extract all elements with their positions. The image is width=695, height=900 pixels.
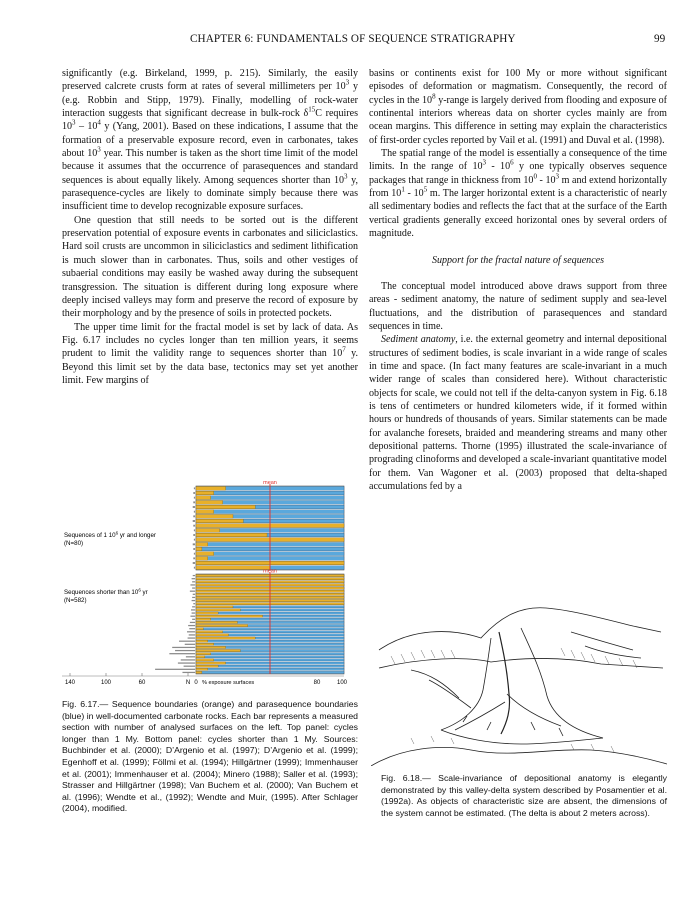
chapter-title: CHAPTER 6: FUNDAMENTALS OF SEQUENCE STRATIGRAPHY [190,33,516,45]
sequence-boundary-bar [196,547,202,551]
sequence-boundary-bar [196,665,218,667]
sequence-boundary-bar [196,606,233,608]
n-surfaces-bar [179,641,195,642]
n-surfaces-bar [192,581,195,582]
sequence-boundary-bar [196,515,233,519]
sequence-boundary-bar [196,646,226,648]
sequence-boundary-bar [196,501,223,505]
n-surfaces-bar [169,653,195,654]
sequence-boundary-bar [196,491,214,495]
valley-delta-illustration [371,608,667,766]
sequence-boundary-bar [196,529,220,533]
n-surfaces-bar [190,622,195,623]
n-surfaces-bar [188,625,195,626]
n-surfaces-bar [194,487,195,489]
section-subheading: Support for the fractal nature of sequences [431,255,605,267]
channel [507,694,561,726]
n-surfaces-bar [193,603,195,604]
n-surfaces-bar [184,666,195,667]
n-surfaces-bar [193,525,195,527]
n-surfaces-bar [194,511,195,513]
n-surfaces-bar [187,631,195,632]
paragraph: Sediment anatomy, i.e. the external geometry and internal depositional structures of sediment bodies, is scale invariant in a wide range of scales in time and space. (In fact many features are scale-invariant in a much wider range of scales than considered here). Without characteristic objects for scale, we could not tell if the delta-canyon system in Fig. 6.18 is tens of centimeters or hundred kilometers wide, if it formed within hours or hundreds of thousands of years. Similar statements can be made for avalanche foresets, braided and meandering streams and many other depositional patterns. Thorne (1995) illustrated the scale-invariance of prograding clinoforms and developed a scale-invariant quantitative model for them. Van Wagoner et al. (2003) proposed that delta-shaped accumulations fed by a [369,334,667,492]
mean-label-top: mean [263,480,277,486]
valley-wall [441,638,491,730]
n-surfaces-bar [193,543,195,545]
channel [429,680,471,708]
n-surfaces-bar [191,609,195,610]
n-surfaces-bar [192,587,195,588]
paragraph: basins or continents exist for 100 My or more without significant episodes of deformation or magmatism. Consequently, the record of cycles in the $10^8$ y-range is largely derived from flooding and exposure of continental interiors whereas data on shorter cycles mainly are from ocean margins. This difference in setting may explain the characteristics of first-order cycles reported by Vail et al. (1991) and Duval et al. (1998). [369,68,668,146]
figure-6-17-caption: Fig. 6.17.— Sequence boundaries (orange) and parasequence boundaries (blue) in well-documented carbonate rocks. Each bar represents a measured section with number of analysed surfaces on the left. Top panel: cycles longer than 1 My. Bottom panel: cycles shorter than 1 My. Sources: Buchbinder et al. (2000); D’Argenio et al. (1997); D’Argenio et al. (1999); Egenhoff et al. (1999); Föllmi et al. (1994); Hillgärtner (1999); Immenhauser et al. (2001); Immenhauser et al. (2004); Minero (1988); Saller et al. (1993); Strasser and Hillgärtner (1998); Van Buchem et al. (2000); Van Buchem et al. (1996); Wendte et al., (1992); Wendte and Muir, (1995). After Schlager (2004), modified. [62,699,358,814]
sequence-boundary-bar [196,631,223,633]
n-surfaces-bar [194,567,195,569]
page-number: 99 [654,33,666,45]
figure-6-18-caption: Fig. 6.18.— Scale-invariance of depositional anatomy is elegantly demonstrated by this valley-delta system described by Posamentier et al. (1992a). As objects of characteristic size are absent, the dimensions of the system cannot be estimated. (The delta is about 2 meters across). [381,773,667,818]
n-surfaces-bar [178,662,195,663]
n-surfaces-bar [193,506,195,508]
n-surfaces-bar [192,600,195,601]
sequence-boundary-bar [196,637,255,639]
figure-6-18-delta-drawing [371,598,667,766]
paragraph: The spatial range of the model is essentially a consequence of the time limits. In the range of $10^3 - 10^6$ y one typically observes sequence packages that range in thickness from $10^0 - 10^3$ m and extend horizontally from $10^1 - 10^5$ m. The larger horizontal extent is a characteristic of nearly all sedimentary bodies and reflects the fact that at the surface of the Earth vertical gradients generally exceed horizontal ones by several orders of magnitude. [369,148,668,240]
sequence-boundary-bar [196,612,218,614]
sequence-boundary-bar [196,650,240,652]
mean-label-bottom: mean [263,568,277,575]
terrace-edge [379,659,663,669]
paragraph: significantly (e.g. Birkeland, 1999, p. 215). Similarly, the easily preserved calcrete crusts form at rates of several millimeters per $10^3$ y (e.g. Robbin and Stipp, 1979). Finally, modelling of rock-water interaction suggests that significant decrease in bulk-rock $\delta^{15}C$ requires $10^3 - 10^4$ y (Yang, 2001). Based on these indications, I assume that the formation of a preservable exposure record, even in carbonates, takes about $10^3$ year. This number is taken as the short time limit of the model because it assumes that the occurrence of parasequences and standard sequences is about equally likely. Among sequences shorter than $10^3$ y, parasequence-cycles are likely to dominate simply because there was insufficient time to develop recognizable exposure surfaces. [62,68,359,213]
n-surfaces-bar [193,520,195,522]
sequence-boundary-bar [196,496,211,500]
n-surfaces-bar [175,650,195,651]
n-surfaces-bar [192,597,195,598]
top-panel-label: Sequences of 1 $10^6$ yr and longer [64,530,156,539]
right-axis-tick-label: 0 [194,680,198,686]
right-axis-tick-label: 80 [313,680,321,686]
sequence-boundary-bar [196,557,208,561]
n-surfaces-bar [155,669,195,670]
fan-lobe [441,730,603,744]
sequence-boundary-bar [196,615,263,617]
n-surfaces-bar [193,557,195,559]
n-surfaces-bar [193,562,195,564]
left-axis-tick-label: 60 [138,680,146,686]
paragraph: One question that still needs to be sorted out is the different preservation potential of exposure events in carbonates and siliciclastics. Hard soil crusts are uncommon in siliciclastics and sediment lithification is much slower than in carbonates. Thus, soils and other vestiges of subaerial conditions may easily be washed away during the subsequent transgression. The situation is different during long exposure where deeply incised valleys may form and preserve the record of exposure by their morphology and by the presence of soils in protected pockets. [62,214,358,320]
left-column [62,67,358,387]
n-surfaces-bar [193,548,195,550]
left-axis-tick-label: 100 [100,680,112,686]
n-surfaces-bar [181,659,195,660]
sequence-boundary-bar [196,625,248,627]
sequence-boundary-bar [196,628,203,630]
sequence-boundary-bar [196,656,205,658]
sequence-boundary-bar [196,519,243,523]
sequence-boundary-bar [196,621,237,623]
n-surfaces-bar [193,534,195,536]
n-surfaces-bar [182,672,195,673]
sequence-boundary-bar [196,653,211,655]
n-surfaces-bar [193,594,195,595]
right-axis-tick-label: 100 [336,680,348,686]
paragraph: The conceptual model introduced above draws support from three areas - sediment anatomy, the nature of sediment supply and sea-level fluctuations, and the distribution of parasequences and standard sequences in time. [369,280,667,332]
n-surfaces-bar [192,612,195,613]
paragraph: The upper time limit for the fractal model is set by lack of data. As Fig. 6.17 includes no cycles longer than ten million years, it seems prudent to limit the validity range to sequences shorter than $10^7$ y. Beyond this limit set by the data base, tectonics may set yet another limit. Few margins of [62,321,358,386]
bottom-panel-n: (N=582) [64,597,87,604]
sequence-boundary-bar [196,487,226,491]
sequence-boundary-bar [196,643,214,645]
n-surfaces-bar [186,656,195,657]
n-surfaces-bar [193,501,195,503]
n-surfaces-bar [172,647,195,648]
right-column [369,67,667,493]
n-surfaces-bar [192,606,195,607]
n-surfaces-bar [192,619,195,620]
sequence-boundary-bar [196,668,208,670]
n-surfaces-bar [194,497,195,499]
figure-6-17-chart [62,478,358,688]
running-header [0,33,695,49]
sequence-boundary-bar [196,671,202,673]
crevasse [463,716,563,736]
sequence-boundary-bar [196,566,270,570]
n-surfaces-bar [188,637,195,638]
sequence-boundary-bar [196,543,208,547]
n-surfaces-bar [194,539,195,541]
n-surfaces-bar [189,628,195,629]
sequence-boundary-bar [196,618,211,620]
sequence-boundary-bar [196,662,226,664]
sequence-boundary-bar [196,634,229,636]
delta-outline [379,608,661,650]
n-surfaces-bar [185,644,195,645]
sequence-boundary-bar [196,552,214,556]
n-surfaces-bar [192,578,195,579]
left-axis-tick-label: N [185,680,191,686]
n-surfaces-bar [194,529,195,531]
n-surfaces-bar [193,515,195,517]
left-axis-tick-label: 140 [64,680,76,686]
channel [499,632,510,734]
foreground-shore [371,747,667,766]
n-surfaces-bar [193,492,195,494]
scarp [571,632,641,658]
sequence-boundary-bar [196,510,214,514]
n-surfaces-bar [190,584,195,585]
x-axis-label: % exposure surfaces [202,680,255,686]
n-surfaces-bar [190,616,195,617]
n-surfaces-bar [189,634,195,635]
bottom-panel-label: Sequences shorter than $10^6$ yr [64,587,148,596]
n-surfaces-bar [193,575,195,576]
sequence-boundary-bar [196,505,255,509]
sequence-boundary-bar [196,533,267,537]
sequence-boundary-bar [196,640,208,642]
valley-wall [521,628,603,738]
channel [455,702,505,730]
sequence-boundary-bar [196,659,214,661]
top-panel-n: (N=80) [64,540,84,547]
sequence-boundary-bar [196,609,240,611]
n-surfaces-bar [190,591,195,592]
n-surfaces-bar [194,553,195,555]
